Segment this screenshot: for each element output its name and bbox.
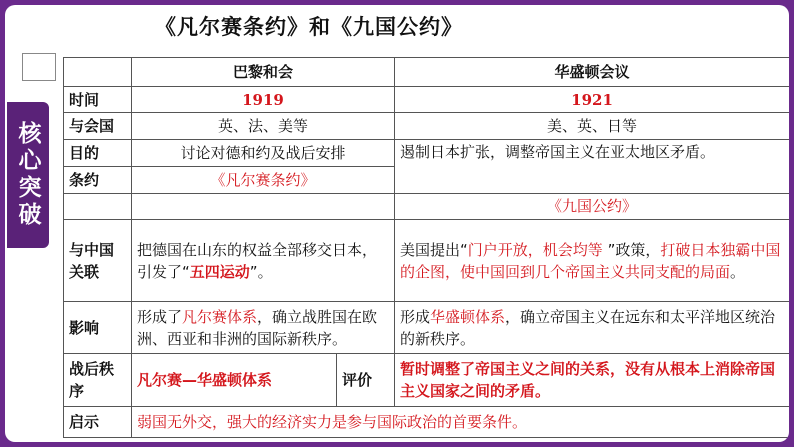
row-label-lesson: 启示 — [64, 407, 132, 438]
row-label-time: 时间 — [64, 86, 132, 113]
page-title: 《凡尔赛条约》和《九国公约》 — [155, 15, 463, 39]
washington-treaty: 《九国公约》 — [395, 193, 789, 220]
paris-impact — [132, 302, 395, 353]
table-row — [64, 407, 790, 438]
table-row — [64, 86, 790, 113]
paris-china — [132, 220, 395, 302]
paris-members: 英、法、美等 — [132, 113, 395, 140]
table-row — [64, 193, 790, 220]
wash-impact-text-c: ，确立帝国主义在远东和太平洋地区统治的新秩序。 — [400, 307, 776, 348]
wash-china-text-d: 打破日本独霸中国的企图，使中国回到几个帝国主义共同支配的局面 — [400, 240, 781, 281]
row-label-purpose: 目的 — [64, 140, 132, 167]
paris-impact-text-a: 形成了 — [137, 307, 183, 326]
paris-impact-text-b: 凡尔赛体系 — [182, 307, 258, 326]
wash-china-text-b: 门户开放，机会均等 — [467, 240, 603, 259]
lesson-value: 弱国无外交，强大的经济实力是参与国际政治的首要条件。 — [132, 407, 790, 438]
paris-china-text-a: 把德国在山东的权益全部移交日本，引发了“ — [137, 240, 378, 281]
paris-purpose: 讨论对德和约及战后安排 — [132, 140, 395, 167]
washington-impact — [395, 302, 789, 353]
corner-box — [22, 53, 56, 81]
slide — [5, 5, 789, 442]
washington-time: 1921 — [395, 86, 789, 113]
paris-treaty-spacer — [132, 193, 395, 220]
table-row — [64, 220, 790, 302]
washington-members: 美、英、日等 — [395, 113, 789, 140]
side-tab-label: 核心突破 — [14, 121, 41, 229]
paris-china-text-b: 五四运动 — [189, 262, 250, 281]
evaluation-label: 评价 — [337, 353, 395, 406]
header-washington: 华盛顿会议 — [395, 58, 789, 87]
row-label-order: 战后秩序 — [64, 353, 132, 406]
row-label-treaty-spacer — [64, 193, 132, 220]
wash-china-text-a: 美国提出“ — [400, 240, 468, 259]
evaluation-value: 暂时调整了帝国主义之间的关系，没有从根本上消除帝国主义国家之间的矛盾。 — [395, 353, 789, 406]
washington-purpose: 遏制日本扩张，调整帝国主义在亚太地区矛盾。 — [395, 140, 789, 193]
table-row — [64, 302, 790, 353]
table-row — [64, 140, 790, 167]
row-label-impact: 影响 — [64, 302, 132, 353]
paris-treaty: 《凡尔赛条约》 — [132, 166, 395, 193]
side-tab — [5, 100, 51, 250]
paris-impact-text-c: ，确立战胜国在欧洲、西亚和非洲的国际新秩序。 — [137, 307, 378, 348]
wash-china-text-c: ”政策， — [602, 240, 661, 259]
comparison-table — [63, 57, 789, 438]
paris-china-text-c: ”。 — [249, 262, 273, 281]
paris-time: 1919 — [132, 86, 395, 113]
table-row — [64, 113, 790, 140]
wash-china-text-e: 。 — [730, 262, 746, 281]
row-label-members: 与会国 — [64, 113, 132, 140]
table-header-row — [64, 58, 790, 87]
wash-impact-text-b: 华盛顿体系 — [430, 307, 506, 326]
header-paris: 巴黎和会 — [132, 58, 395, 87]
postwar-order-value: 凡尔赛—华盛顿体系 — [132, 353, 337, 406]
wash-impact-text-a: 形成 — [400, 307, 431, 326]
row-label-treaty: 条约 — [64, 166, 132, 193]
header-empty-cell — [64, 58, 132, 87]
washington-china — [395, 220, 789, 302]
table-row — [64, 353, 790, 406]
row-label-china: 与中国关联 — [64, 220, 132, 302]
